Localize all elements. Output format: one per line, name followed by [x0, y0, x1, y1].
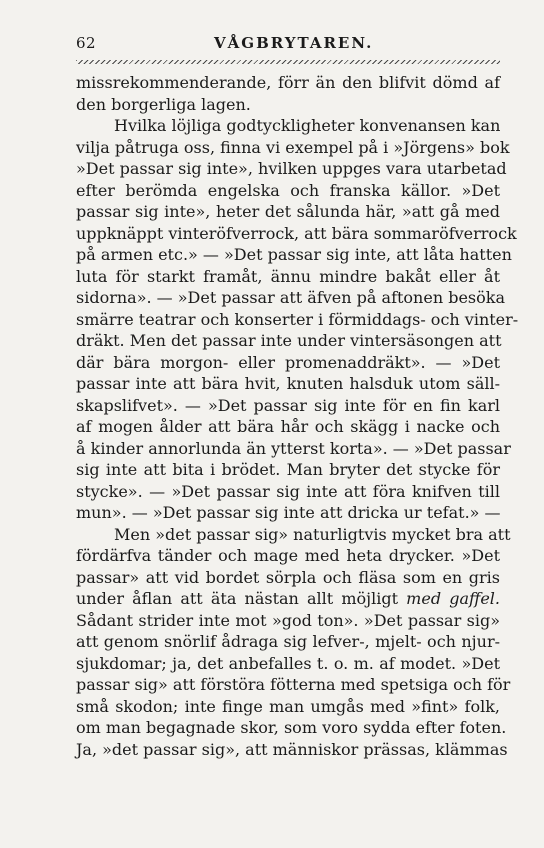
text-line: passar inte att bära hvit, knuten halsduk utom säll-	[76, 374, 500, 393]
text-line: vilja påtruga oss, finna vi exempel på i »Jörgens» bok	[76, 137, 510, 157]
text-line: Sådant strider inte mot »god ton». »Det passar sig»	[76, 610, 500, 630]
text-line: små skodon; inte finge man umgås med »fint» folk,	[76, 696, 500, 716]
text-line: skapslifvet». — »Det passar sig inte för en fin karl	[76, 395, 500, 415]
text-line: passar sig inte», heter det sålunda här, »att gå med	[76, 202, 500, 221]
text-line: efter berömda engelska och franska källor. »Det	[76, 180, 500, 200]
text-line: Hvilka löjliga godtyckligheter konvenansen kan	[114, 116, 501, 135]
italic-phrase: med gaffel.	[406, 589, 500, 608]
text-line: stycke». — »Det passar sig inte att föra knifven till	[76, 481, 500, 501]
text-line: sidorna». — »Det passar att äfven på aftonen besöka	[76, 288, 506, 307]
text-line: den borgerliga lagen.	[76, 94, 251, 114]
text-line: af mogen ålder att bära hår och skägg i nacke och	[76, 417, 500, 436]
text-line: Ja, »det passar sig», att människor prässas, klämmas	[76, 739, 508, 759]
text-line: smärre teatrar och konserter i förmiddags- och vinter-	[76, 309, 519, 329]
text-line: »Det passar sig inte», hvilken uppges vara utarbetad	[76, 159, 507, 178]
text-line: Men »det passar sig» naturligtvis mycket bra att	[114, 524, 511, 544]
text-line: sjukdomar; ja, det anbefalles t. o. m. af modet. »Det	[76, 653, 500, 673]
header-rule	[76, 60, 500, 64]
running-title: VÅGBRYTAREN.	[214, 34, 374, 52]
text-line: om man begagnade skor, som voro sydda efter foten.	[76, 718, 507, 737]
text-line: uppknäppt vinteröfverrock, att bära sommaröfverrock	[76, 223, 517, 243]
text-segment: under åflan att äta nästan allt möjligt	[76, 589, 399, 608]
text-line: luta för starkt framåt, ännu mindre bakåt eller åt	[76, 266, 500, 286]
text-line: på armen etc.» — »Det passar sig inte, att låta hatten	[76, 245, 512, 264]
text-line: passar» att vid bordet sörpla och fläsa som en gris	[76, 567, 500, 587]
text-line: att genom snörlif ådraga sig lefver-, mjelt- och njur-	[76, 632, 500, 651]
page-header	[76, 34, 500, 56]
text-line: missrekommenderande, förr än den blifvit dömd af	[76, 73, 500, 92]
page-number: 62	[76, 34, 97, 52]
text-line: passar sig» att förstöra fötterna med spetsiga och för	[76, 675, 511, 694]
text-line: fördärfva tänder och mage med heta drycker. »Det	[76, 546, 500, 565]
text-line: å kinder annorlunda än ytterst korta». — »Det passar	[76, 438, 511, 458]
text-line: sig inte att bita i brödet. Man bryter det stycke för	[76, 460, 500, 479]
text-line: där bära morgon- eller promenaddräkt». — »Det	[76, 352, 500, 372]
page-body	[76, 72, 519, 760]
text-line: dräkt. Men det passar inte under vintersäsongen att	[76, 331, 502, 350]
text-line	[76, 588, 500, 610]
text-line: mun». — »Det passar sig inte att dricka ur tefat.» —	[76, 503, 501, 522]
